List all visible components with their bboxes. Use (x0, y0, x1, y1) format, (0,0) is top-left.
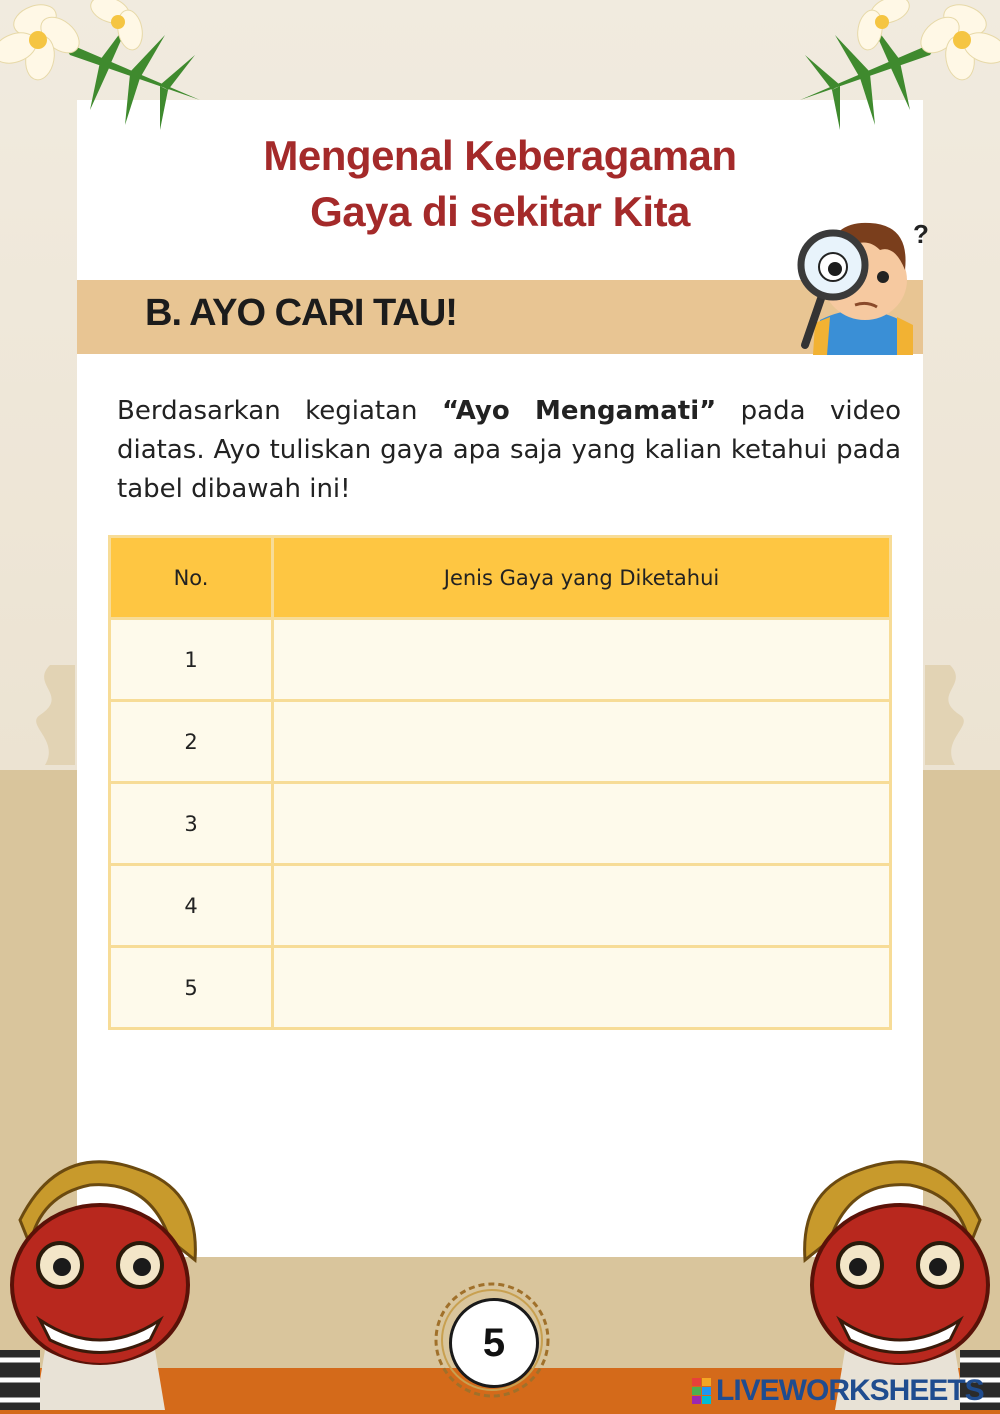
page-number: 5 (449, 1298, 539, 1388)
row-number: 4 (110, 865, 273, 947)
instruction-part2: pada video diatas. Ayo tuliskan gaya apa saja yang kalian ketahui pada tabel dibawah ini! (117, 396, 901, 504)
instruction-paragraph (117, 392, 901, 509)
instruction-part1: Berdasarkan kegiatan (117, 396, 442, 426)
header-no: No. (110, 537, 273, 619)
right-ornament-icon (920, 660, 980, 770)
frangipani-flower-icon (760, 0, 1000, 140)
frangipani-flower-icon (0, 0, 240, 140)
left-ornament-icon (20, 660, 80, 770)
row-number: 3 (110, 783, 273, 865)
table-header-row (110, 537, 891, 619)
answer-cell[interactable] (273, 701, 891, 783)
section-heading: B. AYO CARI TAU! (145, 292, 457, 334)
row-number: 1 (110, 619, 273, 701)
page-title-line2: Gaya di sekitar Kita (310, 188, 690, 235)
barong-mask-icon (790, 1150, 1000, 1410)
table-row (110, 947, 891, 1029)
instruction-emphasis: “Ayo Mengamati” (441, 396, 717, 426)
boy-magnifier-icon (785, 205, 935, 355)
table-row (110, 701, 891, 783)
answer-cell[interactable] (273, 783, 891, 865)
answer-cell[interactable] (273, 865, 891, 947)
table-row (110, 783, 891, 865)
answer-table (108, 535, 892, 1030)
row-number: 2 (110, 701, 273, 783)
liveworksheets-logo-icon (692, 1378, 712, 1404)
page-title-line1: Mengenal Keberagaman (263, 132, 737, 179)
table-row (110, 865, 891, 947)
barong-mask-icon (0, 1150, 210, 1410)
question-mark: ? (913, 219, 929, 249)
answer-cell[interactable] (273, 619, 891, 701)
header-jenis-gaya: Jenis Gaya yang Diketahui (273, 537, 891, 619)
brand-watermark (716, 1373, 984, 1409)
brand-text: LIVEWORKSHEETS (716, 1374, 984, 1407)
table-row (110, 619, 891, 701)
answer-cell[interactable] (273, 947, 891, 1029)
row-number: 5 (110, 947, 273, 1029)
